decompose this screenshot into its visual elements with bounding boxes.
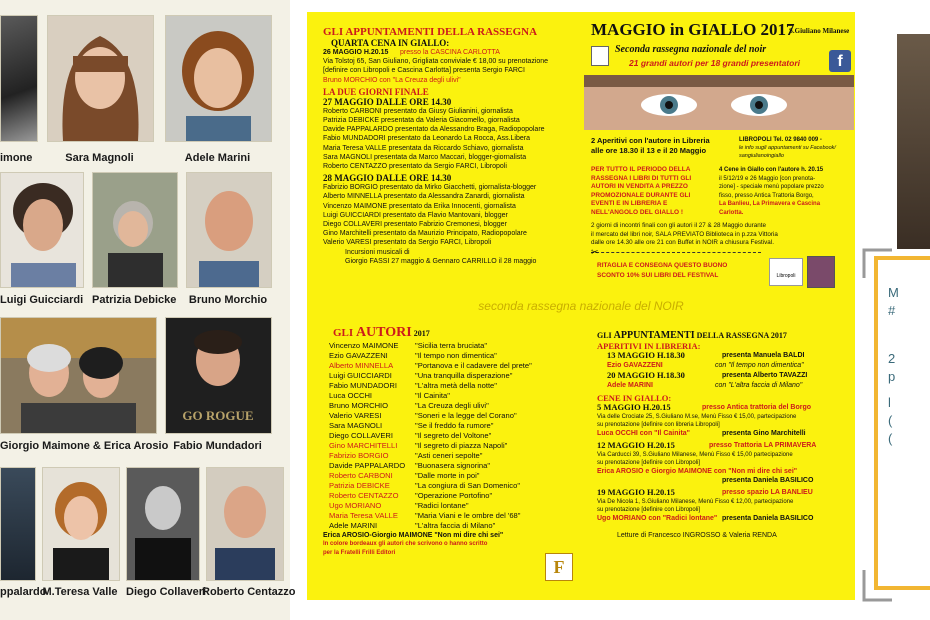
partial-text: ( <box>888 431 893 446</box>
finale-27-title: 27 MAGGIO DALLE ORE 14.30 <box>323 96 452 107</box>
author-name: Adele MARINI <box>329 521 378 530</box>
finale-28-title: 28 MAGGIO DALLE ORE 14.30 <box>323 173 452 184</box>
caption-bruno-morchio: Bruno Morchio <box>188 294 268 306</box>
cene-line: La Banlieu, La Primavera e Cascina <box>719 201 821 207</box>
promo-line: NELL'ANGOLO DEL GIALLO ! <box>591 208 684 216</box>
note-line-2: per la Fratelli Frilli Editori <box>323 550 396 557</box>
book-title: "Dalle morte in poi" <box>415 471 480 480</box>
go-rogue-text: GO ROGUE <box>182 408 254 423</box>
line-28: Luigi GUICCIARDI presentato da Flavio Mantovani, blogger <box>323 211 508 219</box>
libropoli-line-3: sangiulianoingiallo <box>739 153 784 159</box>
book-title: "Il segreto di piazza Napoli" <box>415 441 508 450</box>
letture-line: Letture di Francesco INGROSSO & Valeria RENDA <box>617 532 777 540</box>
c3-line-1: Via De Nicola 1, S.Giuliano Milanese, Menù Fisso € 12,00, partecipazione <box>597 499 794 506</box>
caption-diego-collaveri: Diego Collaveri <box>126 586 207 598</box>
aperitivi-line-1: 2 Aperitivi con l'autore in Libreria <box>591 136 710 145</box>
aperitivi-line-2: alle ore 18.30 il 13 e il 20 Maggio <box>591 146 707 155</box>
festival-header <box>589 20 851 295</box>
line-27: Roberto CARBONI presentato da Giusy Giulianini, giornalista <box>323 107 513 115</box>
author-name: Ugo MORIANO <box>329 501 382 510</box>
author-name: Sara MAGNOLI <box>329 421 383 430</box>
author-name: Ezio GAVAZZENI <box>329 351 388 360</box>
c3-line-3: Ugo MORIANO con "Radici lontane" presenta Daniela BASILICO <box>597 515 814 523</box>
quarta-line-4: Bruno MORCHIO con "La Creuza degli ulivi" <box>323 76 461 84</box>
promo-line: PER TUTTO IL PERIODO DELLA <box>591 166 691 173</box>
partial-text: M <box>888 285 899 300</box>
caption-maimone-arosio: Giorgio Maimone & Erica Arosio <box>0 440 169 452</box>
portrait-roberto-centazzo <box>207 468 283 580</box>
author-row <box>323 391 578 401</box>
author-row <box>323 401 578 411</box>
book-title: "Soneri e la legge del Corano" <box>415 411 517 420</box>
coupon-line-1: RITAGLIA E CONSEGNA QUESTO BUONO <box>597 262 728 269</box>
adjacent-content-panel <box>862 0 930 620</box>
author-photo-collage <box>0 0 296 620</box>
photo-mteresa-valle <box>42 467 120 581</box>
partial-text: p <box>888 369 896 384</box>
aperitivi-title: APERITIVI IN LIBRERIA: <box>597 341 701 351</box>
line-27: Maria Teresa VALLE presentata da Riccardo Schiavo, giornalista <box>323 144 524 152</box>
book-cover-thumbnail <box>807 256 835 288</box>
photo-luigi-guicciardi <box>0 172 84 288</box>
scissors-icon: ✂ <box>591 247 599 257</box>
author-row <box>323 501 578 511</box>
caption-pappalardo: ppalardo <box>0 586 47 598</box>
caption-luigi-guicciardi: Luigi Guicciardi <box>0 294 84 306</box>
book-title: "Asti ceneri sepolte" <box>415 451 483 460</box>
quarta-line-1: 26 MAGGIO H.20.15 presso la CASCINA CARLOTTA <box>323 49 500 56</box>
author-row <box>323 521 578 531</box>
author-row <box>323 371 578 381</box>
cene-line: zione] - speciale menù popolare prezzo <box>719 184 824 190</box>
photo-maimone <box>0 15 38 142</box>
caption-fabio-mundadori: Fabio Mundadori <box>173 440 262 452</box>
lines-27 <box>323 107 593 171</box>
quarta-cena-title: QUARTA CENA IN GIALLO: <box>331 38 450 48</box>
book-title: "Una tranquilla disperazione" <box>415 371 513 380</box>
author-row <box>323 341 578 351</box>
photo-patrizia-debicke <box>92 172 178 288</box>
quarta-line-3: [definire con Libropoli e Cascina Carlotta] presenta Sergio FARCI <box>323 67 525 75</box>
line-27: Roberto CENTAZZO presentato da Sergio FARCI, Libropoli <box>323 163 507 171</box>
cene-line: fisso, presso Antica Trattoria Borgo, <box>719 192 814 199</box>
book-title: "Radici lontane" <box>415 501 469 510</box>
line-27: Sara MAGNOLI presentata da Marco Maccari, blogger-giornalista <box>323 153 527 161</box>
book-title: "Buonasera signorina" <box>415 461 491 470</box>
author-row <box>323 411 578 421</box>
author-name: Roberto CARBONI <box>329 471 393 480</box>
festival-title: MAGGIO in GIALLO 2017 <box>591 20 795 39</box>
book-title: "La Creuza degli ulivi" <box>415 401 489 410</box>
c1-line-2: su prenotazione [definire con libreria Libropoli] <box>597 422 720 428</box>
incursioni-line-1: Incursioni musicali di <box>345 248 410 256</box>
author-row <box>323 461 578 471</box>
cene-line: il 5/12/19 e 26 Maggio [con prenota- <box>719 175 816 182</box>
partial-text: l <box>888 395 891 410</box>
cene-block <box>719 166 824 217</box>
coupon-line-2: SCONTO 10% SUI LIBRI DEL FESTIVAL <box>597 272 719 279</box>
line-28: Vincenzo MAIMONE presentato da Erika Innocenti, giornalista <box>323 202 516 210</box>
portrait-mteresa-valle <box>43 468 119 580</box>
quarta-line-2: Via Tolstoj 65, San Giuliano, Grigliata conviviale € 18,00 su prenotazione <box>323 58 549 66</box>
partial-text: # <box>888 303 896 318</box>
book-title: "Se il freddo fa rumore" <box>415 421 494 430</box>
note-line-1: In colore bordeaux gli autori che scrivono o hanno scritto <box>323 541 488 548</box>
author-row <box>323 481 578 491</box>
book-title: "Operazione Portofino" <box>415 491 493 500</box>
author-row <box>323 361 578 371</box>
lines-28 <box>323 183 593 247</box>
author-name: Diego COLLAVERI <box>329 431 394 440</box>
promo-block <box>591 166 691 217</box>
promo-line: EVENTI E IN LIBRERIA E <box>591 200 668 207</box>
ap2-detail: Adele MARINI con "L'altra faccia di Milano" <box>607 382 803 389</box>
author-name: Roberto CENTAZZO <box>329 491 399 500</box>
author-name: Vincenzo MAIMONE <box>329 341 399 350</box>
author-row <box>323 471 578 481</box>
book-title: "Il tempo non dimentica" <box>415 351 497 360</box>
author-row <box>323 351 578 361</box>
giorni-line: 2 giorni di incontri finali con gli autori il 27 & 28 Maggio durante <box>591 222 767 229</box>
libropoli-line-2: le info sugli appuntamenti su Facebook/ <box>739 145 836 151</box>
promo-line: RASSEGNA I LIBRI DI TUTTI GLI <box>591 174 692 182</box>
author-name: Luigi GUICCIARDI <box>329 371 392 380</box>
portrait-maimone-arosio <box>1 318 156 433</box>
line-27: Fabio MUNDADORI presentato da Leonardo La Rocca, Ass.Libera <box>323 135 530 143</box>
book-title: "La congiura di San Domenico" <box>415 481 521 490</box>
book-title: "Sicilia terra bruciata" <box>415 341 488 350</box>
caption-adele-marini: Adele Marini <box>184 152 251 164</box>
c3-line-2: su prenotazione [definire con Libropoli] <box>597 507 701 514</box>
book-title: "L'altra faccia di Milano" <box>415 521 496 530</box>
author-name: Luca OCCHI <box>329 391 373 400</box>
authors-list <box>323 341 578 531</box>
coupon[interactable] <box>591 247 761 287</box>
c1-row: 5 MAGGIO H.20.15 presso Antica trattoria del Borgo <box>597 402 812 412</box>
caption-mteresa-valle: M.Teresa Valle <box>42 586 118 598</box>
portrait-sara-magnoli <box>48 16 153 141</box>
author-row <box>323 511 578 521</box>
top-appointments-section <box>323 26 593 266</box>
caption-patrizia-debicke: Patrizia Debicke <box>92 294 177 306</box>
book-title: "L'altra metà della notte" <box>415 381 497 390</box>
author-row <box>323 421 578 431</box>
cene-title: CENE IN GIALLO: <box>597 393 672 403</box>
arosio-line: Erica AROSIO-Giorgio MAIMONE "Non mi dire chi sei" <box>323 532 504 539</box>
promo-line: AUTORI IN VENDITA A PREZZO <box>591 183 688 190</box>
giorni-line: il mercato del libri noir, SALA PREVIATO Biblioteca in p.zza Vittoria <box>591 230 778 238</box>
photo-pappalardo <box>0 467 36 581</box>
photo-diego-collaveri <box>126 467 200 581</box>
author-name: Maria Teresa VALLE <box>329 511 398 520</box>
c2-line-4: presenta Daniela BASILICO <box>722 477 814 485</box>
giorni-line: dalle ore 14.30 alle ore 21 con Buffet in NOIR a chiusura Festival. <box>591 239 774 246</box>
author-name: Fabio MUNDADORI <box>329 381 397 390</box>
eyes-image <box>584 75 854 130</box>
authors-section <box>323 325 578 559</box>
c2-line-3: Erica AROSIO e Giorgio MAIMONE con "Non mi dire chi sei" <box>597 468 798 475</box>
author-name: Gino MARCHITELLI <box>329 441 398 450</box>
book-title: "Portanova e il cadavere del prete" <box>415 361 532 370</box>
photo-maimone-arosio <box>0 317 157 434</box>
photo-sara-magnoli <box>47 15 154 142</box>
photo-bruno-morchio <box>186 172 272 288</box>
section-divider: seconda rassegna nazionale del NOIR <box>307 295 855 317</box>
city-crest-icon <box>591 46 609 66</box>
author-row <box>323 491 578 501</box>
author-name: Alberto MINNELLA <box>329 361 394 370</box>
portrait-bruno-morchio <box>187 173 271 287</box>
portrait-patrizia-debicke <box>93 173 177 287</box>
libropoli-logo: Libropoli <box>769 258 803 286</box>
incursioni-line-2: Giorgio FASSI 27 maggio & Gennaro CARRILLO il 28 maggio <box>345 257 537 265</box>
c2-row: 12 MAGGIO H.20.15 presso Trattoria LA PRIMAVERA <box>597 440 817 450</box>
appointments-title: GLI APPUNTAMENTI DELLA RASSEGNA <box>323 26 538 38</box>
author-name: Valerio VARESI <box>329 411 382 420</box>
portrait-luigi-guicciardi <box>1 173 83 287</box>
author-name: Patrizia DEBICKE <box>329 481 390 490</box>
c2-line-2: su prenotazione [definire con Libropoli] <box>597 460 701 466</box>
festival-place: S.Giuliano Milanese <box>789 27 850 35</box>
frilli-editori-logo: F <box>545 553 573 581</box>
author-row <box>323 441 578 451</box>
c2-line-1: Via Carducci 39, S.Giuliano Milanese, Menù Fisso € 15,00 partecipazione <box>597 452 793 458</box>
line-27: Patrizia DEBICKE presentata da Valeria Giacomello, giornalista <box>323 117 520 125</box>
photo-adele-marini <box>165 15 272 142</box>
c3-row: 19 MAGGIO H.20.15 presso spazio LA BANLIEU <box>597 487 813 498</box>
partial-text: 2 <box>888 351 896 366</box>
line-28: Diego COLLAVERI presentato Fabrizio Cremonesi, blogger <box>323 221 507 229</box>
festival-subtitle: Seconda rassegna nazionale del noir <box>615 44 767 55</box>
partial-photo <box>897 34 930 249</box>
portrait-diego-collaveri <box>127 468 199 580</box>
book-title: "Il segreto del Voltone" <box>415 431 492 440</box>
line-28: Fabrizio BORGIO presentato da Mirko Giacchetti, giornalista-blogger <box>323 184 537 192</box>
book-title: "Il Cainita" <box>415 391 450 400</box>
cene-line: Carlotta. <box>719 209 744 216</box>
festival-tagline: 21 grandi autori per 18 grandi presentatori <box>629 58 800 68</box>
authors-title: GLI AUTORI 2017 <box>333 325 430 340</box>
photo-roberto-centazzo <box>206 467 284 581</box>
author-row <box>323 451 578 461</box>
c1-line-3: Luca OCCHI con "Il Cainita" presenta Gino Marchitelli <box>597 430 806 437</box>
portrait-adele-marini <box>166 16 271 141</box>
festival-flyer <box>307 12 855 600</box>
facebook-icon[interactable]: f <box>829 50 851 72</box>
ap1-row: 13 MAGGIO H.18.30 presenta Manuela BALDI <box>607 350 805 360</box>
caption-maimone: imone <box>0 152 33 164</box>
finale-title: LA DUE GIORNI FINALE <box>323 86 429 97</box>
author-name: Davide PAPPALARDO <box>329 461 406 470</box>
caption-roberto-centazzo: Roberto Centazzo <box>202 586 296 598</box>
caption-sara-magnoli: Sara Magnoli <box>65 152 134 164</box>
c1-line-1: Via delle Crociate 25, S.Giuliano M.se, Menù Fisso € 15,00, partecipazione <box>597 414 797 420</box>
cene-line: 4 Cene in Giallo con l'autore h. 20.15 <box>719 167 824 173</box>
appointments-detail-title: GLI APPUNTAMENTI DELLA RASSEGNA 2017 <box>597 330 787 341</box>
giorni-block <box>591 222 778 248</box>
libropoli-line-1: LIBROPOLI Tel. 02 9840 009 - <box>739 137 822 143</box>
author-row <box>323 431 578 441</box>
author-name: Bruno MORCHIO <box>329 401 389 410</box>
line-28: Gino Marchitelli presentato da Maurizio Principato, Radiopopolare <box>323 230 527 238</box>
author-row <box>323 381 578 391</box>
line-28: Alberto MINNELLA presentato da Alessandra Zanardi, giornalista <box>323 193 525 201</box>
ap1-detail: Ezio GAVAZZENI con "Il tempo non dimentica" <box>607 362 804 369</box>
line-28: Valerio VARESI presentato da Sergio FARCI, Libropoli <box>323 239 492 247</box>
line-27: Davide PAPPALARDO presentato da Alessandro Braga, Radiopopolare <box>323 126 545 134</box>
partial-text-column <box>888 284 899 448</box>
author-name: Fabrizio BORGIO <box>329 451 389 460</box>
ap2-row: 20 MAGGIO H.18.30 presenta Alberto TAVAZZI <box>607 370 808 380</box>
partial-text: ( <box>888 413 893 428</box>
promo-line: PROMOZIONALE DURANTE GLI <box>591 191 691 199</box>
appointments-detail-section <box>597 330 847 541</box>
book-title: "Maria Viani e le ombre del '68" <box>415 511 521 520</box>
